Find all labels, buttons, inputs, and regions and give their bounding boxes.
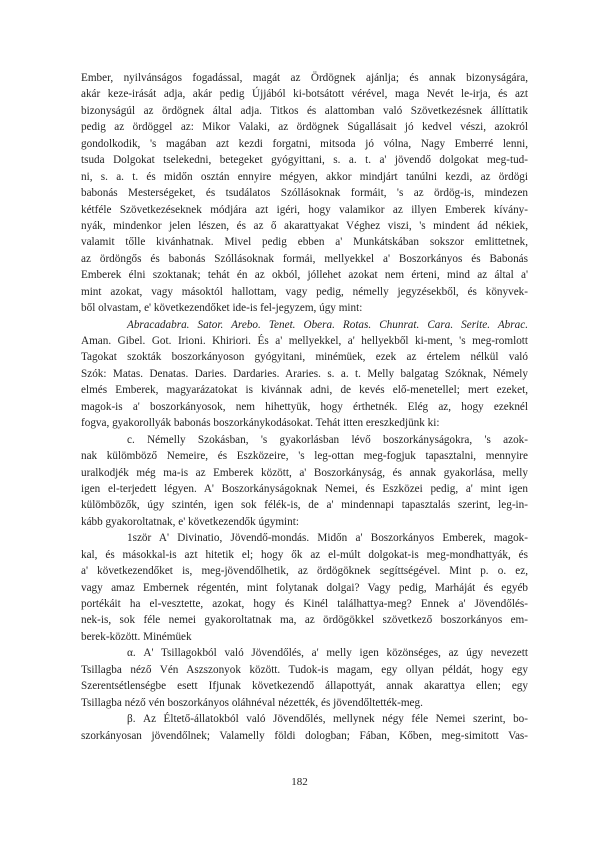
text-line: bizonyságúl az ördögnek által adja. Titkos és alattomban való Szövetkezésnek állíttatik bbox=[81, 104, 528, 117]
text-line: Tagokat szokták boszorkányoson gyógyitani, minémüek, ezek az értelem nélkül való bbox=[81, 351, 528, 364]
text-line: mint azokat, vagy másoktól hallottam, vagy pedig, némelly jegyzésekből, és könyvek- bbox=[81, 285, 528, 298]
text-line: kább gyakoroltatnak, e' következendők úgymint: bbox=[81, 515, 299, 528]
text-line: magok-is a' boszorkányosok, nem hihettyük, hogy érthetnék. Elég az, hogy ezeknél bbox=[81, 400, 528, 413]
text-line: c. Némelly Szokásban, 's gyakorlásban lévő boszorkányságokra, 's azok- bbox=[127, 433, 528, 446]
text-line: a' következendőket is, meg-jövendőlhetik, az ördögöknek segíttségével. Mint p. o. ez, bbox=[81, 565, 528, 578]
text-line: ből olvastam, e' következendőket ide-is fel-jegyzem, úgy mint: bbox=[81, 302, 363, 315]
text-line: fogva, gyakorollyák babonás boszorkánykodásokat. Tehát itten ereszkedjünk ki: bbox=[81, 417, 440, 430]
text-line: nek-is, sok féle nemei gyakoroltatnak ma, az ördögökkel szövetkező boszorkányos em- bbox=[81, 614, 528, 627]
text-line: külömbözők, úgy szintén, igen sok félék-is, de a' mindennapi tapasztalás szerint, leg-in- bbox=[81, 499, 528, 512]
text-line: kétféle Szövetkezéseknek módjára azt igéri, hogy valamikor az illyen Emberek kívány- bbox=[81, 203, 528, 216]
text-line: kal, és másokkal-is azt hitetik el; hogy ők az el-múlt dolgokat-is meg-mondhattyák, és bbox=[81, 548, 528, 561]
text-line: portékáit ha el-vesztette, azokat, hogy és Kinél találhattya-meg? Ennek a' Jövendőlés- bbox=[81, 598, 528, 610]
text-line: Emberek élni szoktanak; tehát én az okból, jóllehet azokat nem érteni, mind az által a' bbox=[81, 269, 528, 282]
text-line: Abracadabra. Sator. Arebo. Tenet. Obera. Rotas. Chunrat. Cara. Serite. Abrac. bbox=[127, 318, 528, 331]
text-line: elmés Emberek, magyarázatokat is kivánnak adni, de kevés elő-menetellel; mert ezeket, bbox=[81, 384, 528, 397]
text-line: Tsillagba néző vén boszorkányos oláhnéval nézették, és jövendőltették-meg. bbox=[81, 696, 423, 709]
text-line: az ördöngős és babonás Szóllásoknak formái, mellyekkel a' Boszorkányos és Babonás bbox=[81, 252, 528, 265]
text-line: Tsillagba néző Vén Aszszonyok között. Tudok-is magam, egy ollyan példát, hogy egy bbox=[81, 663, 528, 676]
text-line: 1ször A' Divinatio, Jövendő-mondás. Midőn a' Boszorkányos Emberek, magok- bbox=[127, 532, 528, 545]
body-text bbox=[81, 70, 528, 744]
text-line: uralkodjék még ma-is az Emberek között, a' Boszorkányság, és annak gyakorlása, melly bbox=[81, 466, 528, 479]
text-line: nyák, mindenkor jelen lészen, és az ő akarattyakat Véghez viszi, 's mindent ád nékiek, bbox=[81, 219, 528, 232]
text-line: nak külömböző Nemeire, és Eszközeire, 's leg-ottan meg-fogjuk tapasztalni, mennyire bbox=[81, 450, 528, 463]
text-line: igen el-terjedett légyen. A' Boszorkányságoknak Nemei, és Eszközei pedig, a' mint igen bbox=[81, 482, 528, 495]
text-line: α. A' Tsillagokból való Jövendőlés, a' melly igen közönséges, az úgy nevezett bbox=[127, 647, 528, 660]
text-line: pedig az ördöggel az: Mikor Valaki, az ördögnek Súgallásait jó kedvel vészi, azokról bbox=[81, 121, 528, 134]
text-line: valamit tőlle kivánhatnak. Mivel pedig ebben a' Munkátskában sokszor emlittetnek, bbox=[81, 236, 528, 249]
text-line: szorkányosan jövendőlnek; Valamelly földi dologban; Fában, Kőben, meg-simitott Vas- bbox=[81, 729, 528, 742]
text-line: vagy amaz Embernek régentén, mint folytanak dolgai? Vagy pedig, Marháját és egyéb bbox=[81, 581, 528, 594]
text-line: Ember, nyilvánságos fogadással, magát az Ördögnek ajánlja; és annak bizonyságára, bbox=[81, 72, 528, 84]
text-line: Szerentsétlenségbe esett Ifjunak következendő állapottyát, annak akarattya ellen; egy bbox=[81, 680, 528, 693]
text-line: akár keze-irását adja, akár pedig Újjából ki-botsátott vérével, maga Nevét le-irja, és azt bbox=[81, 88, 528, 101]
text-line: berek-között. Minémüek bbox=[81, 630, 192, 643]
text-line: Szók: Matas. Denatas. Daries. Dardaries. Araries. s. a. t. Melly balgatag Szóknak, Némely bbox=[81, 367, 528, 380]
text-line: babonás Mesterségeket, és tsudálatos Szóllásoknak formáit, 's az ördög-is, mindezen bbox=[81, 187, 528, 200]
text-line: Aman. Gibel. Got. Irioni. Khiriori. És a' mellyekkel, a' hellyekből ki-ment, 's meg-romlott bbox=[81, 335, 528, 347]
text-line: tsuda Dolgokat tselekedni, betegeket gyógyittani, s. a. t. a' jövendő dolgokat meg-tud- bbox=[81, 154, 528, 167]
page-number: 182 bbox=[291, 776, 308, 788]
text-line: gondolkodik, 's magában azt kezdi forgatni, mitsoda jó vólna, Nagy Emberré lenni, bbox=[81, 137, 528, 150]
text-line: β. Az Éltető-állatokból való Jövendőlés, mellynek négy féle Nemei szerint, bo- bbox=[127, 713, 528, 726]
text-line: ni, s. a. t. és midőn osztán ennyire mégyen, akkor mindjárt tanúlni kezdi, az ördögi bbox=[81, 170, 528, 183]
